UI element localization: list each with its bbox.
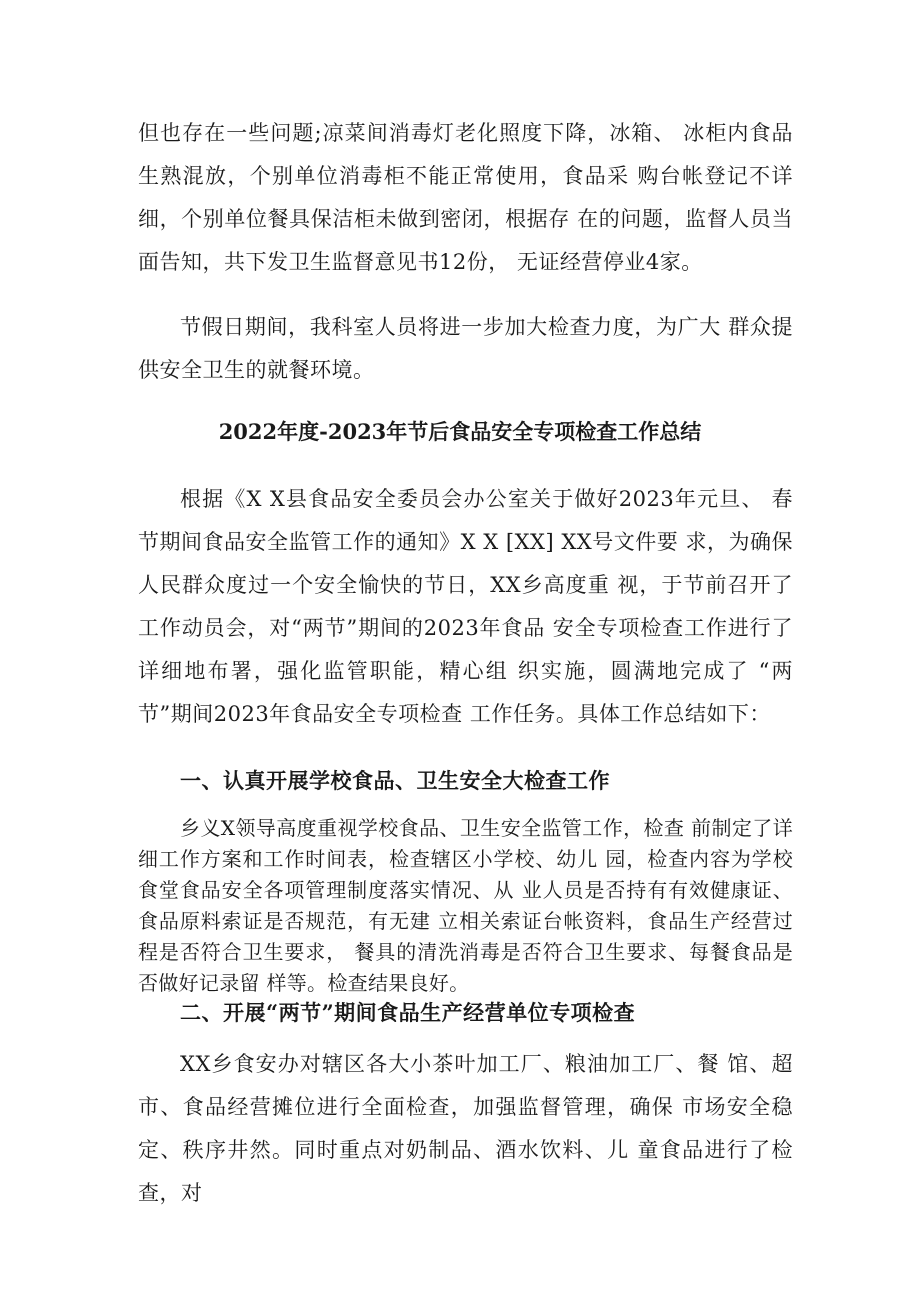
- paragraph-continuation: 但也存在一些问题;凉菜间消毒灯老化照度下降，冰箱、 冰柜内食品生熟混放，个别单位消毒柜不能正常使用，食品采 购台帐登记不详细，个别单位餐具保洁柜未做到密闭，根据存 在的问题，监督人员当面告知，共下发卫生监督意见书12份， 无证经营停业4家。: [138, 121, 793, 274]
- paragraph-school-inspection: 乡义X领导高度重视学校食品、卫生安全监管工作，检查 前制定了详细工作方案和工作时间表，检查辖区小学校、幼儿 园，检查内容为学校食堂食品安全各项管理制度落实情况、从 业人员是否持有有效健康证、食品原料索证是否规范，有无建 立相关索证台帐资料，食品生产经营过程是否符合卫生要求， 餐具的清洗消毒是否符合卫生要求、每餐食品是否做好记录留 样等。检查结果良好。: [138, 816, 793, 995]
- section-heading-1: 一、认真开展学校食品、卫生安全大检查工作: [180, 768, 610, 793]
- section-heading-2: 二、开展“两节”期间食品生产经营单位专项检查: [180, 1000, 636, 1025]
- paragraph-holiday: 节假日期间，我科室人员将进一步加大检查力度，为广大 群众提供安全卫生的就餐环境。: [138, 315, 793, 382]
- paragraph-intro: 根据《X X县食品安全委员会办公室关于做好2023年元旦、 春节期间食品安全监管工作的通知》X X [XX] XX号文件要 求，为确保人民群众度过一个安全愉快的节日，XX乡高度重 视，于节前召开了工作动员会，对“两节”期间的2023年食品 安全专项检查工作进行了详细地布署，强化监管职能，精心组 织实施，圆满地完成了 “两节”期间2023年食品安全专项检查 工作任务。具体工作总结如下：: [138, 487, 793, 726]
- document-title: 2022年度-2023年节后食品安全专项检查工作总结: [218, 419, 702, 444]
- paragraph-market-inspection: XX乡食安办对辖区各大小茶叶加工厂、粮油加工厂、餐 馆、超市、食品经营摊位进行全面检查，加强监督管理，确保 市场安全稳定、秩序井然。同时重点对奶制品、酒水饮料、儿 童食品进行了检查，对: [138, 1052, 793, 1205]
